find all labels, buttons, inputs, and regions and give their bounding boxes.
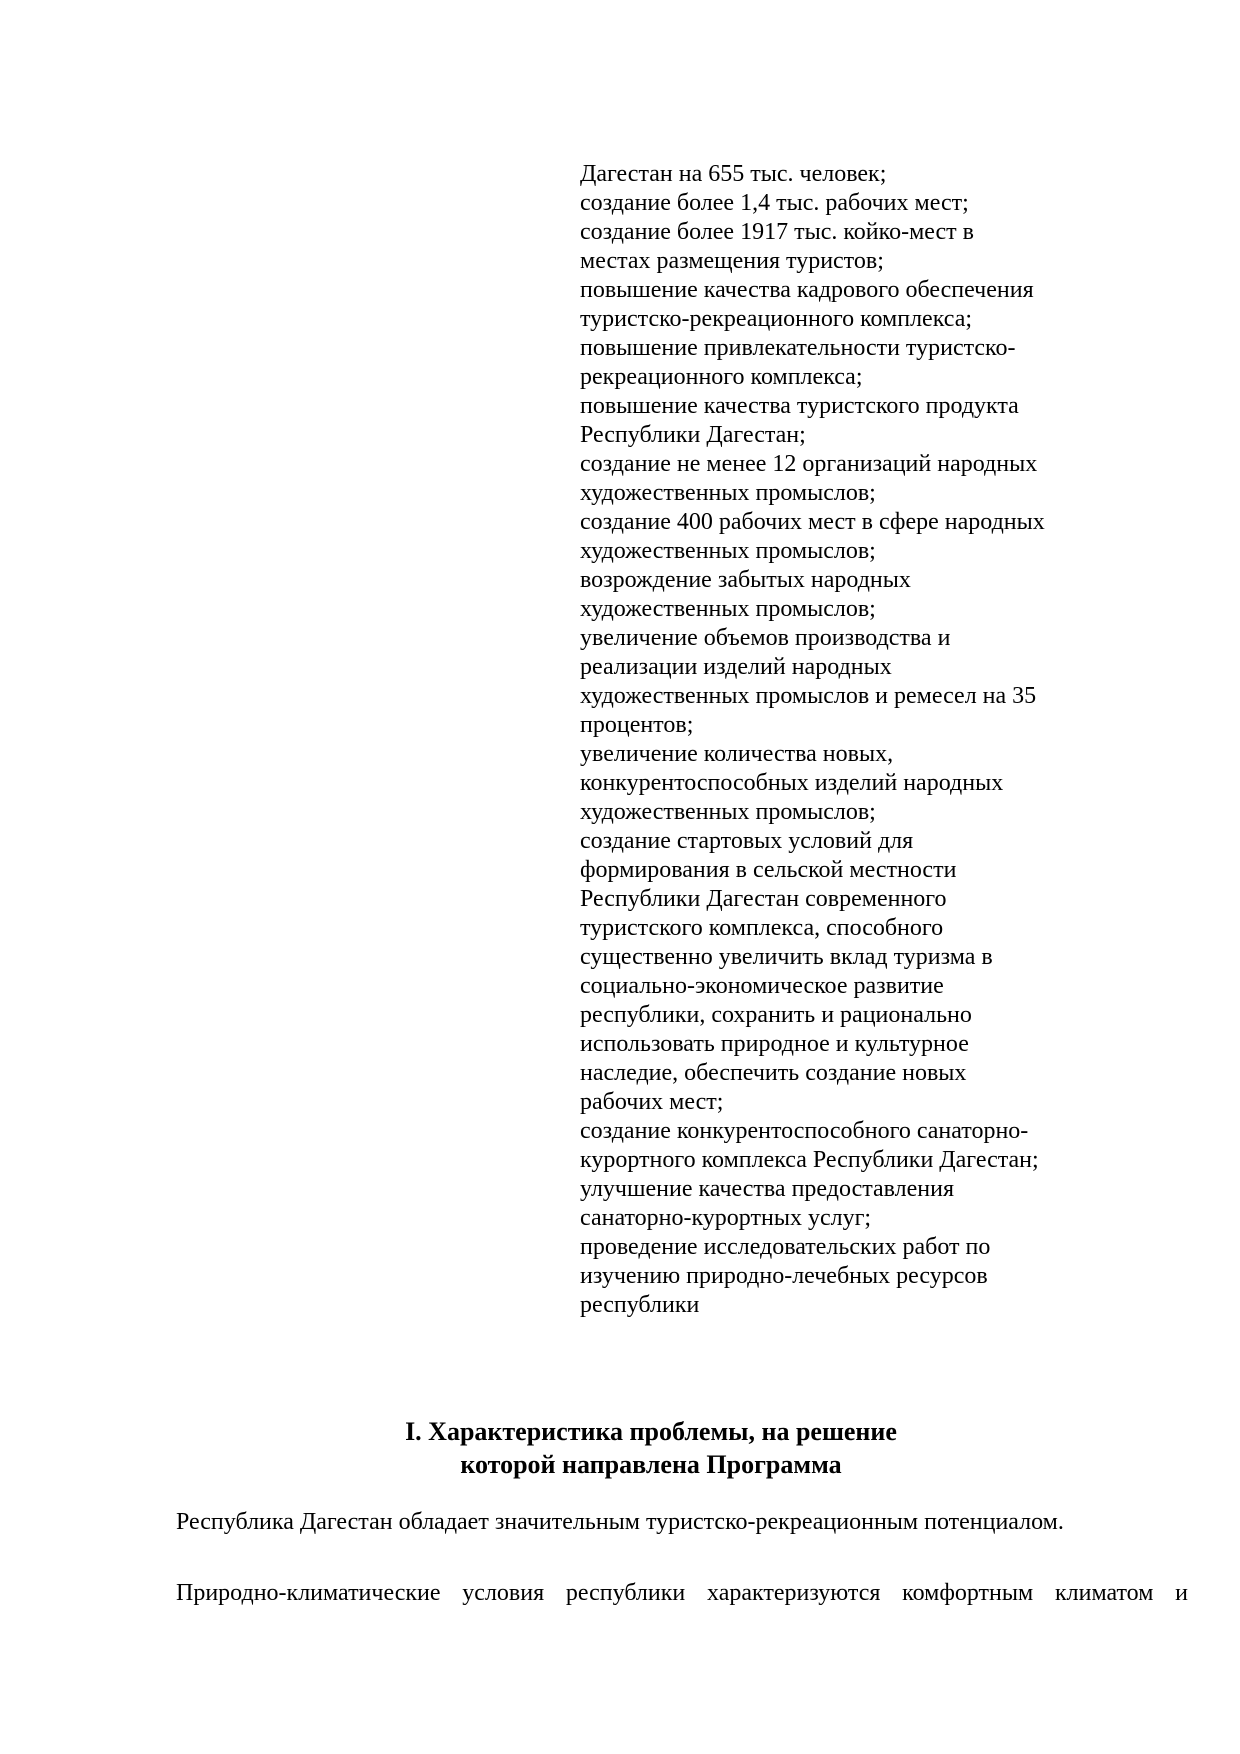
list-item: проведение исследовательских работ по изучению природно-лечебных ресурсов республики bbox=[580, 1234, 991, 1318]
body-paragraph-potential: Республика Дагестан обладает значительным туристско-рекреационным потенциалом. bbox=[176, 1509, 1064, 1535]
section-heading bbox=[0, 1415, 1240, 1481]
body-paragraph-climate: Природно-климатические условия республики характеризуются комфортным климатом и bbox=[176, 1580, 1188, 1606]
list-item: создание не менее 12 организаций народных художественных промыслов; bbox=[580, 451, 1038, 506]
list-item: увеличение количества новых, конкурентоспособных изделий народных художественных промыслов; bbox=[580, 741, 1004, 825]
list-item: создание конкурентоспособного санаторно-курортного комплекса Республики Дагестан; bbox=[580, 1118, 1039, 1173]
list-item: создание 400 рабочих мест в сфере народных художественных промыслов; bbox=[580, 509, 1045, 564]
list-item: повышение привлекательности туристско-рекреационного комплекса; bbox=[580, 335, 1016, 390]
list-item: создание более 1917 тыс. койко-мест в местах размещения туристов; bbox=[580, 219, 974, 274]
list-item: повышение качества кадрового обеспечения туристско-рекреационного комплекса; bbox=[580, 277, 1034, 332]
list-item: возрождение забытых народных художественных промыслов; bbox=[580, 567, 911, 622]
section-heading-line-1: I. Характеристика проблемы, на решение bbox=[405, 1417, 897, 1446]
expected-results-list bbox=[580, 160, 1050, 1320]
list-item: увеличение объемов производства и реализации изделий народных художественных промыслов и ремесел на 35 процентов; bbox=[580, 625, 1037, 738]
list-item: Дагестан на 655 тыс. человек; bbox=[580, 161, 887, 187]
section-heading-line-2: которой направлена Программа bbox=[460, 1450, 842, 1479]
list-item: создание стартовых условий для формирования в сельской местности Республики Дагестан современного туристского комплекса, способного существенно увеличить вклад туризма в социально-экономическое развитие республики, сохранить и рационально использовать природное и культурное наследие, обеспечить создание новых рабочих мест; bbox=[580, 828, 993, 1115]
list-item: повышение качества туристского продукта Республики Дагестан; bbox=[580, 393, 1019, 448]
list-item: создание более 1,4 тыс. рабочих мест; bbox=[580, 190, 969, 216]
list-item: улучшение качества предоставления санаторно-курортных услуг; bbox=[580, 1176, 955, 1231]
